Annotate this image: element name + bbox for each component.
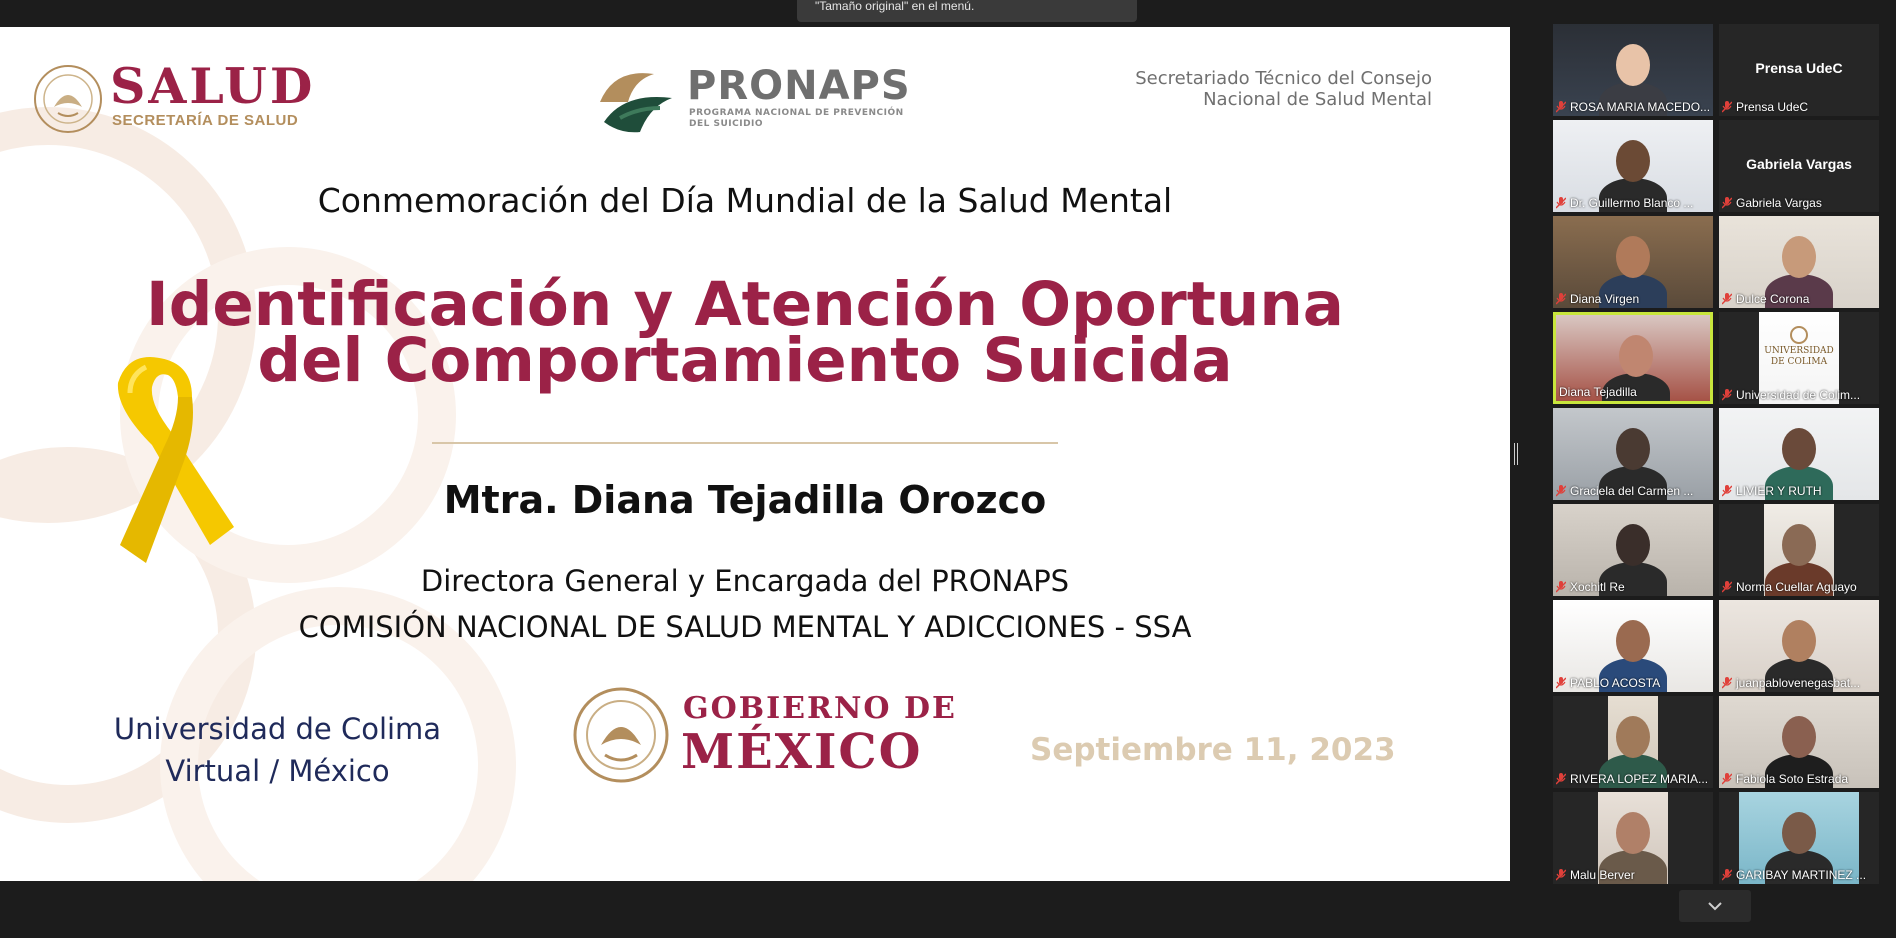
salud-logo-subtitle: SECRETARÍA DE SALUD <box>112 112 299 129</box>
muted-mic-icon <box>1556 677 1566 689</box>
tooltip <box>797 0 1137 22</box>
participant-name <box>1559 384 1708 399</box>
salud-logo-text: SALUD <box>110 57 316 115</box>
speaker-name: Mtra. Diana Tejadilla Orozco <box>443 478 1047 522</box>
participant-name <box>1556 99 1711 114</box>
participant-face <box>1782 812 1816 854</box>
university-text <box>70 708 485 792</box>
participant-name-text: PABLO ACOSTA <box>1570 675 1661 690</box>
participant-name-text: RIVERA LOPEZ MARIA... <box>1570 771 1709 786</box>
pronaps-logo-text: PRONAPS <box>687 63 911 109</box>
secretariado-line-1: Secretariado Técnico del Consejo <box>1135 68 1432 89</box>
participant-face <box>1616 620 1650 662</box>
muted-mic-icon <box>1722 485 1732 497</box>
participant-tile[interactable] <box>1553 120 1713 212</box>
participant-name-text: Universidad de Colim... <box>1736 387 1861 402</box>
participant-face <box>1616 812 1650 854</box>
participant-name-text: Gabriela Vargas <box>1736 195 1822 210</box>
participant-name-text: Diana Virgen <box>1570 291 1640 306</box>
participant-name <box>1556 771 1711 786</box>
participant-name-text: Xochitl Re <box>1570 579 1625 594</box>
participant-name-text: Dulce Corona <box>1736 291 1810 306</box>
participant-name <box>1722 675 1877 690</box>
slide-title-line-1: Identificación y Atención Oportuna <box>146 269 1344 340</box>
participant-face <box>1616 140 1650 182</box>
university-logo <box>1759 326 1839 368</box>
participant-face <box>1616 716 1650 758</box>
participant-name <box>1556 291 1711 306</box>
muted-mic-icon <box>1722 677 1732 689</box>
participant-face <box>1782 236 1816 278</box>
speaker-role: Directora General y Encargada del PRONAPS <box>420 564 1070 598</box>
participant-tile[interactable] <box>1553 792 1713 884</box>
participant-face <box>1616 428 1650 470</box>
participant-tile[interactable] <box>1553 696 1713 788</box>
participant-name <box>1556 867 1711 882</box>
participant-name-text: Diana Tejadilla <box>1559 384 1637 399</box>
speaker-organization: COMISIÓN NACIONAL DE SALUD MENTAL Y ADICCIONES - SSA <box>298 610 1192 644</box>
participant-name-text: GARIBAY MARTINEZ ... <box>1736 867 1867 882</box>
scroll-down-button[interactable] <box>1679 890 1751 922</box>
participant-tile[interactable] <box>1553 216 1713 308</box>
participant-face <box>1619 335 1653 377</box>
chevron-down-icon <box>1707 900 1723 912</box>
slide-date: Septiembre 11, 2023 <box>1030 732 1396 768</box>
participant-tile[interactable] <box>1553 312 1713 404</box>
muted-mic-icon <box>1556 101 1566 113</box>
secretariado-text <box>1135 68 1432 110</box>
muted-mic-icon <box>1556 869 1566 881</box>
participant-name-text: Dr. Guillermo Blanco ... <box>1570 195 1694 210</box>
muted-mic-icon <box>1556 485 1566 497</box>
pronaps-subtitle-line-2: DEL SUICIDIO <box>689 119 764 129</box>
participant-tile[interactable] <box>1719 120 1879 212</box>
participant-name-text: Norma Cuellar Aguayo <box>1736 579 1857 594</box>
participant-tile[interactable] <box>1719 504 1879 596</box>
participant-name-text: juanpablovenegasbat... <box>1736 675 1861 690</box>
participant-tile[interactable] <box>1553 24 1713 116</box>
secretariado-line-2: Nacional de Salud Mental <box>1203 89 1432 110</box>
gobierno-seal-icon <box>571 685 671 785</box>
participant-tile[interactable] <box>1553 408 1713 500</box>
panel-resize-handle[interactable] <box>1514 443 1520 465</box>
participant-tile[interactable] <box>1719 792 1879 884</box>
pronaps-subtitle-line-1: PROGRAMA NACIONAL DE PREVENCIÓN <box>689 108 904 118</box>
participant-name <box>1722 99 1877 114</box>
participant-display-name: Prensa UdeC <box>1755 60 1843 76</box>
muted-mic-icon <box>1722 869 1732 881</box>
gobierno-logo-line-2: MÉXICO <box>681 724 923 780</box>
participant-tile[interactable] <box>1553 504 1713 596</box>
participant-tile[interactable] <box>1719 312 1879 404</box>
title-divider <box>432 442 1058 444</box>
university-seal-icon <box>1790 326 1808 344</box>
university-logo-line-1: UNIVERSIDAD <box>1764 346 1834 356</box>
participant-name-text: Malu Berver <box>1570 867 1635 882</box>
tooltip-text: "Tamaño original" en el menú. <box>815 0 975 13</box>
participant-tile[interactable] <box>1553 600 1713 692</box>
pronaps-logo-subtitle <box>689 108 904 130</box>
participant-face <box>1616 524 1650 566</box>
participant-name <box>1556 195 1711 210</box>
participant-name <box>1722 483 1877 498</box>
yellow-ribbon-icon <box>106 349 246 571</box>
participant-name <box>1556 483 1711 498</box>
participant-name <box>1722 291 1877 306</box>
participant-face <box>1782 428 1816 470</box>
mexico-seal-icon <box>32 63 104 135</box>
slide-title-line-2: del Comportamiento Suicida <box>257 325 1233 396</box>
participant-name-text: Fabiola Soto Estrada <box>1736 771 1849 786</box>
participant-face <box>1782 716 1816 758</box>
muted-mic-icon <box>1556 293 1566 305</box>
participant-name <box>1722 867 1877 882</box>
participant-name <box>1722 195 1877 210</box>
participant-tile[interactable] <box>1719 600 1879 692</box>
participant-face <box>1616 44 1650 86</box>
participant-name <box>1722 387 1877 402</box>
participant-name <box>1556 675 1711 690</box>
muted-mic-icon <box>1556 773 1566 785</box>
slide-subtitle: Conmemoración del Día Mundial de la Salud Mental <box>317 181 1173 220</box>
participant-display-name: Gabriela Vargas <box>1746 156 1852 172</box>
participant-name-text: LIVIER Y RUTH <box>1736 483 1822 498</box>
participant-face <box>1782 524 1816 566</box>
participant-name-text: Prensa UdeC <box>1736 99 1809 114</box>
shared-screen-slide <box>0 27 1510 881</box>
muted-mic-icon <box>1722 389 1732 401</box>
muted-mic-icon <box>1722 101 1732 113</box>
participant-tile[interactable] <box>1719 696 1879 788</box>
university-line-2: Virtual / México <box>165 754 390 788</box>
participant-name <box>1722 579 1877 594</box>
participant-name <box>1556 579 1711 594</box>
participant-name-text: Graciela del Carmen ... <box>1570 483 1694 498</box>
participant-name-text: ROSA MARIA MACEDO... <box>1570 99 1711 114</box>
university-line-1: Universidad de Colima <box>113 712 442 746</box>
participant-tile[interactable] <box>1719 216 1879 308</box>
muted-mic-icon <box>1722 773 1732 785</box>
participant-face <box>1616 236 1650 278</box>
muted-mic-icon <box>1556 197 1566 209</box>
participant-name <box>1722 771 1877 786</box>
participant-tile[interactable] <box>1719 408 1879 500</box>
university-logo-line-2: DE COLIMA <box>1770 357 1828 367</box>
participant-tile[interactable] <box>1719 24 1879 116</box>
muted-mic-icon <box>1722 197 1732 209</box>
participant-face <box>1782 620 1816 662</box>
muted-mic-icon <box>1556 581 1566 593</box>
muted-mic-icon <box>1722 293 1732 305</box>
gobierno-logo-line-1: GOBIERNO DE <box>683 691 957 726</box>
pronaps-logo-icon <box>594 62 680 138</box>
muted-mic-icon <box>1722 581 1732 593</box>
